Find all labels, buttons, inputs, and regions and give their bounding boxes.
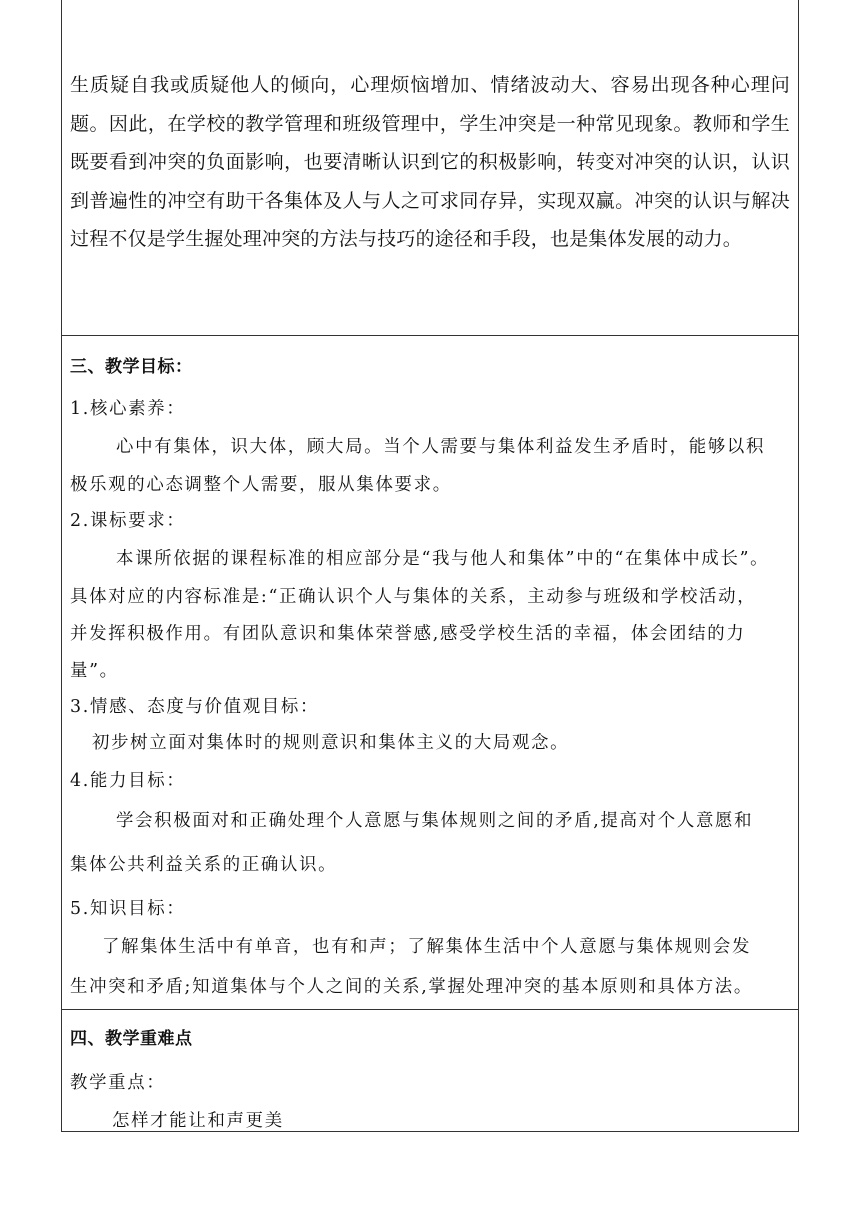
intro-paragraph: 生质疑自我或质疑他人的倾向，心理烦恼增加、情绪波动大、容易出现各种心理问题。因此，在学校的教学管理和班级管理中，学生冲突是一种常见现象。教师和学生既要看到冲突的负面影响，也要清晰认识到它的积极影响，转变对冲突的认识，认识到普遍性的冲空有助干各集体及人与人之可求同存异，实现双赢。冲突的认识与解决过程不仅是学生握处理冲突的方法与技巧的途径和手段，也是集体发展的动力。 — [70, 74, 790, 251]
emotion-goal-title: 3.情感、态度与价值观目标： — [70, 697, 320, 717]
emotion-goal-line: 初步树立面对集体时的规则意识和集体主义的大局观念。 — [92, 733, 570, 753]
curriculum-standard-line: 量”。 — [70, 661, 119, 681]
intro-cell — [61, 0, 799, 336]
keypoints-cell — [61, 1010, 799, 1132]
teaching-focus-line: 怎样才能让和声更美 — [112, 1111, 284, 1131]
teaching-focus-title: 教学重点： — [70, 1073, 166, 1093]
ability-goal-line: 集体公共利益关系的正确认识。 — [70, 855, 338, 875]
core-literacy-line: 心中有集体，识大体，顾大局。当个人需要与集体利益发生矛盾时，能够以积 — [116, 437, 766, 457]
knowledge-goal-title: 5.知识目标： — [70, 899, 186, 919]
ability-goal-title: 4.能力目标： — [70, 771, 186, 791]
knowledge-goal-line: 生冲突和矛盾;知道集体与个人之间的关系,掌握处理冲突的基本原则和具体方法。 — [70, 977, 753, 997]
curriculum-standard-line: 并发挥积极作用。有团队意识和集体荣誉感,感受学校生活的幸福，体会团结的力 — [70, 624, 746, 644]
lesson-plan-table — [61, 0, 799, 1132]
objectives-heading: 三、教学目标： — [70, 357, 193, 377]
core-literacy-title: 1.核心素养： — [70, 399, 186, 419]
curriculum-standard-title: 2.课标要求： — [70, 511, 186, 531]
core-literacy-line: 极乐观的心态调整个人需要，服从集体要求。 — [70, 475, 452, 495]
curriculum-standard-line: 具体对应的内容标准是:“正确认识个人与集体的关系，主动参与班级和学校活动， — [70, 587, 757, 607]
ability-goal-line: 学会积极面对和正确处理个人意愿与集体规则之间的矛盾,提高对个人意愿和 — [116, 811, 754, 831]
knowledge-goal-line: 了解集体生活中有单音，也有和声；了解集体生活中个人意愿与集体规则会发 — [102, 937, 752, 957]
keypoints-heading: 四、教学重难点 — [70, 1029, 193, 1049]
curriculum-standard-line: 本课所依据的课程标准的相应部分是“我与他人和集体”中的“在集体中成长”。 — [116, 549, 770, 569]
objectives-cell — [61, 336, 799, 1010]
